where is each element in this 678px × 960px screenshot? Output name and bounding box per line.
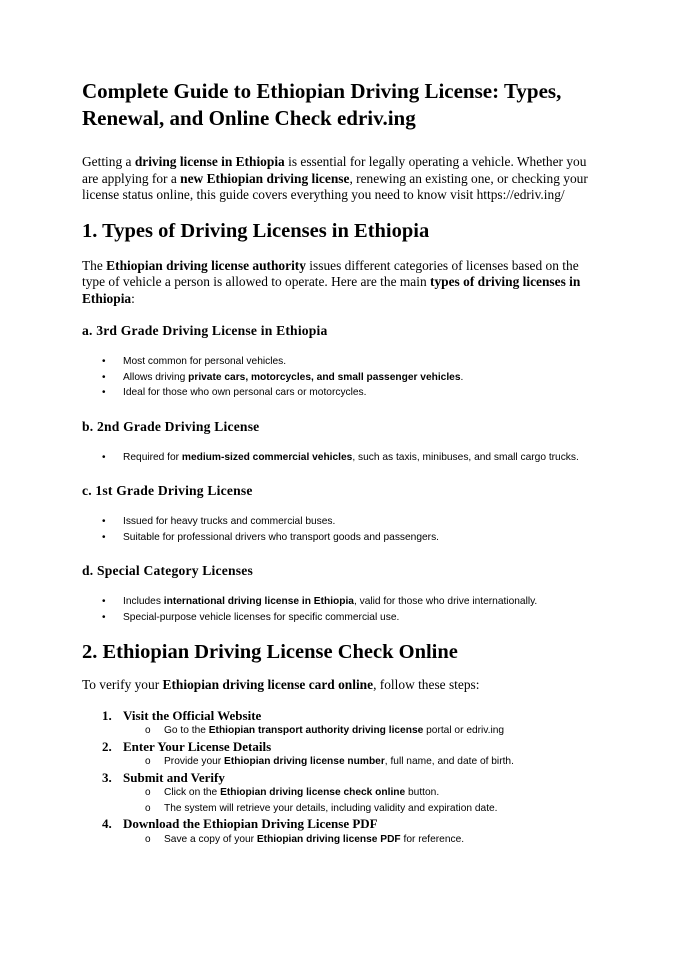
subsection-b-list	[82, 450, 597, 466]
list-item: • Suitable for professional drivers who transport goods and passengers.	[82, 530, 597, 546]
list-item: • Special-purpose vehicle licenses for specific commercial use.	[82, 610, 597, 626]
subsection-d-list	[82, 594, 597, 625]
sub-list-item: o Go to the Ethiopian transport authority driving license portal or edriv.ing	[123, 723, 597, 739]
circle-bullet-icon: o	[145, 833, 151, 845]
step-title: Visit the Official Website	[123, 707, 262, 723]
page-title: Complete Guide to Ethiopian Driving License: Types, Renewal, and Online Check edriv.ing	[82, 79, 562, 130]
list-item: • Includes international driving license in Ethiopia, valid for those who drive internationally.	[82, 594, 597, 610]
list-item: • Required for medium-sized commercial vehicles, such as taxis, minibuses, and small cargo trucks.	[82, 450, 597, 466]
bullet-icon: •	[102, 516, 106, 527]
step-sublist	[123, 785, 597, 816]
circle-bullet-icon: o	[145, 725, 151, 736]
subsection-c-heading: c. 1st Grade Driving License	[82, 483, 253, 498]
step-sublist	[123, 832, 597, 848]
step-sublist	[123, 754, 597, 770]
sub-list-item: o Save a copy of your Ethiopian driving license PDF for reference.	[123, 832, 597, 848]
sub-list-item: o The system will retrieve your details, including validity and expiration date.	[123, 801, 597, 817]
step-item	[82, 739, 597, 770]
bullet-icon: •	[102, 371, 106, 383]
bullet-icon: •	[102, 611, 106, 623]
subsection-d-heading: d. Special Category Licenses	[82, 563, 253, 578]
sub-list-item: o Click on the Ethiopian driving license check online button.	[123, 785, 597, 801]
steps-list	[82, 708, 597, 848]
circle-bullet-icon: o	[145, 756, 151, 767]
list-item: • Allows driving private cars, motorcycles, and small passenger vehicles.	[82, 370, 597, 386]
step-sublist	[123, 723, 597, 739]
sub-list-item: o Provide your Ethiopian driving license number, full name, and date of birth.	[123, 754, 597, 770]
bullet-icon: •	[102, 596, 106, 607]
step-item	[82, 770, 597, 817]
circle-bullet-icon: o	[145, 802, 151, 814]
step-number: 2.	[102, 738, 112, 754]
circle-bullet-icon: o	[145, 787, 151, 798]
subsection-c-list	[82, 514, 597, 545]
bullet-icon: •	[102, 531, 106, 543]
section-2-heading: 2. Ethiopian Driving License Check Online	[82, 641, 458, 663]
step-item	[82, 708, 597, 739]
section-1-heading: 1. Types of Driving Licenses in Ethiopia	[82, 219, 430, 242]
bullet-icon: •	[102, 387, 106, 398]
step-number: 4.	[102, 816, 112, 831]
list-item: • Ideal for those who own personal cars or motorcycles.	[82, 385, 597, 401]
subsection-a-heading: a. 3rd Grade Driving License in Ethiopia	[82, 323, 328, 338]
document-page	[82, 78, 597, 847]
step-title: Download the Ethiopian Driving License PDF	[123, 816, 378, 831]
step-item	[82, 816, 597, 847]
step-number: 1.	[102, 707, 112, 723]
intro-paragraph: Getting a driving license in Ethiopia is essential for legally operating a vehicle. Whether you are applying for a new Ethiopian driving license, renewing an existing one, or checking your license status online, this guide covers everything you need to know visit https://edriv.ing/	[82, 154, 588, 202]
list-item: • Most common for personal vehicles.	[82, 354, 597, 370]
step-title: Enter Your License Details	[123, 738, 272, 754]
subsection-b-heading: b. 2nd Grade Driving License	[82, 418, 260, 434]
section-2-paragraph: To verify your Ethiopian driving license card online, follow these steps:	[82, 677, 480, 692]
step-title: Submit and Verify	[123, 769, 225, 785]
bullet-icon: •	[102, 356, 106, 367]
step-number: 3.	[102, 769, 112, 785]
list-item: • Issued for heavy trucks and commercial buses.	[82, 514, 597, 530]
bullet-icon: •	[102, 451, 106, 463]
subsection-a-list	[82, 354, 597, 401]
section-1-paragraph: The Ethiopian driving license authority issues different categories of licenses based on the type of vehicle a person is allowed to operate. Here are the main types of driving licenses in Ethiopia:	[82, 257, 581, 306]
